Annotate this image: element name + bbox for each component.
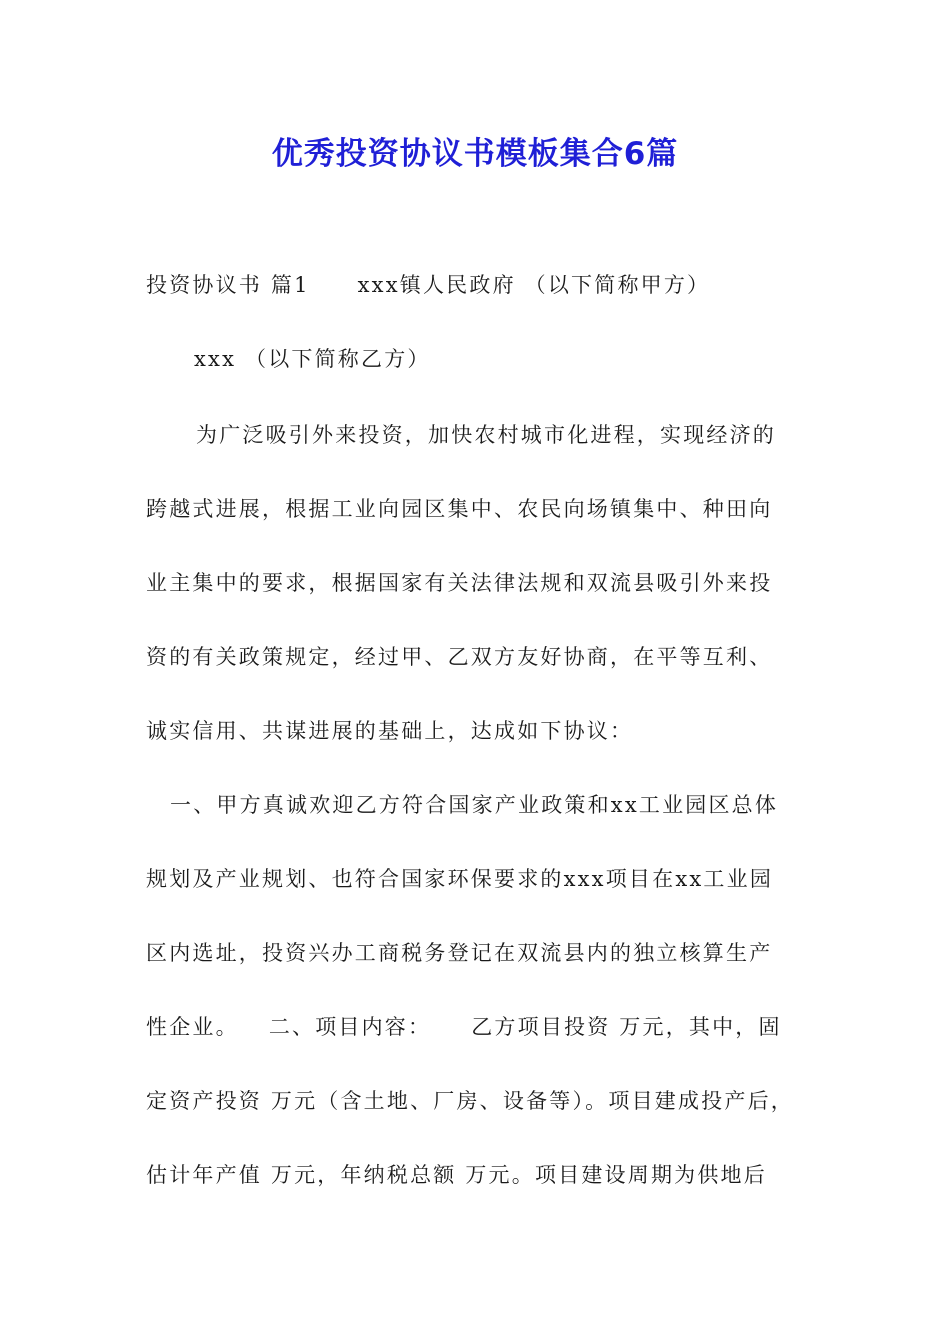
clause-text: 区内选址，投资兴办工商税务登记在双流县内的独立核算生产 [146,941,773,965]
clause-text: 规划及产业规划、也符合国家环保要求的xxx项目在xx工业园 [146,867,774,891]
paragraph-text: 资的有关政策规定，经过甲、乙双方友好协商，在平等互利、 [146,645,773,669]
article-label: 投资协议书 篇1 [146,273,310,297]
paragraph-line [146,716,633,746]
paragraph-text: 业主集中的要求，根据国家有关法律法规和双流县吸引外来投 [146,571,773,595]
paragraph-text: 为广泛吸引外来投资，加快农村城市化进程，实现经济的 [196,423,776,447]
paragraph-line [170,790,778,820]
paragraph-line [146,938,772,968]
paragraph-line [146,494,772,524]
paragraph-line [146,642,772,672]
clause-text: 定资产投资 万元（含土地、厂房、设备等）。项目建成投产后， [146,1089,794,1113]
paragraph-line [146,1086,794,1116]
party-a-text: xxx镇人民政府 （以下简称甲方） [357,273,711,297]
paragraph-text: 诚实信用、共谋进展的基础上，达成如下协议： [146,719,634,743]
clause-text: 乙方项目投资 万元，其中，固 [471,1015,782,1039]
clause-text: 估计年产值 万元，年纳税总额 万元。项目建设周期为供地后 [146,1163,767,1187]
document-title: 优秀投资协议书模板集合6篇 [271,136,679,172]
paragraph-text: 跨越式进展，根据工业向园区集中、农民向场镇集中、种田向 [146,497,773,521]
paragraph-line [146,270,710,300]
paragraph-line [146,864,773,894]
paragraph-line [146,1012,782,1042]
paragraph-line [146,1160,767,1190]
paragraph-line [194,344,431,374]
section-heading: 二、项目内容： [268,1015,432,1039]
clause-text: 一、甲方真诚欢迎乙方符合国家产业政策和xx工业园区总体 [170,793,779,817]
party-b-text: xxx （以下简称乙方） [194,347,431,371]
clause-text: 性企业。 [146,1015,239,1039]
paragraph-line [146,568,772,598]
paragraph-line [196,420,776,450]
